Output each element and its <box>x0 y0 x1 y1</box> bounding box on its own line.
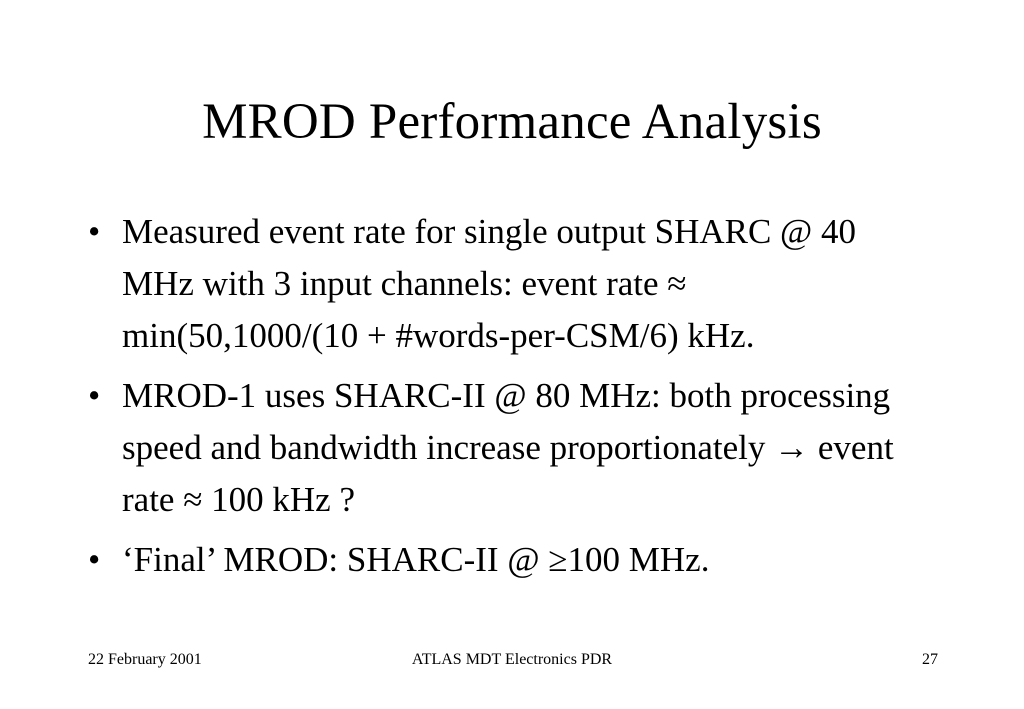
slide-title: MROD Performance Analysis <box>202 94 822 150</box>
bullet-list <box>88 206 928 594</box>
bullet-marker: • <box>88 540 101 579</box>
footer-date: 22 February 2001 <box>88 651 202 668</box>
bullet-item <box>88 370 928 526</box>
bullet-text: MROD-1 uses SHARC-II @ 80 MHz: both processing speed and bandwidth increase proportionately → event rate ≈ 100 kHz ? <box>122 376 894 519</box>
footer-presentation-title: ATLAS MDT Electronics PDR <box>411 651 613 668</box>
bullet-item <box>88 534 928 586</box>
bullet-text: Measured event rate for single output SHARC @ 40 MHz with 3 input channels: event rate ≈ min(50,1000/(10 + #words-per-CSM/6) kHz. <box>122 212 857 355</box>
bullet-marker: • <box>88 376 101 415</box>
bullet-text: ‘Final’ MROD: SHARC-II @ ≥100 MHz. <box>122 540 710 579</box>
bullet-item <box>88 206 928 362</box>
bullet-marker: • <box>88 212 101 251</box>
footer-page-number: 27 <box>922 651 938 668</box>
